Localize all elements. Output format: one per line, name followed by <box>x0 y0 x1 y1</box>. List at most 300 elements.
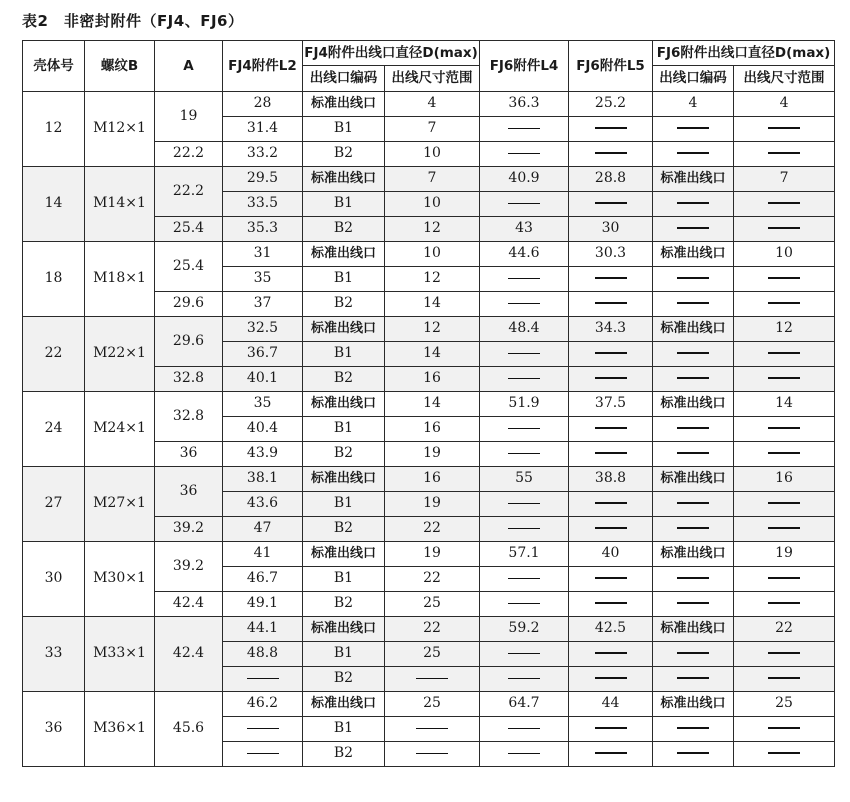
fj6-l5-cell <box>569 642 653 667</box>
fj4-l2-cell: 47 <box>223 517 303 542</box>
fj6-code-cell <box>653 667 734 692</box>
fj6-l5-cell: 30.3 <box>569 242 653 267</box>
fj6-l5-cell <box>569 292 653 317</box>
fj4-range-cell: 12 <box>385 317 480 342</box>
fj6-range-cell <box>734 492 835 517</box>
dash-mark <box>677 277 709 279</box>
fj4-l2-cell: 43.6 <box>223 492 303 517</box>
fj4-code-cell: B1 <box>303 117 385 142</box>
a-cell: 25.4 <box>155 217 223 242</box>
thread-cell: M27×1 <box>85 467 155 542</box>
header-a: A <box>155 41 223 92</box>
dash-mark <box>247 753 279 754</box>
fj6-l5-cell <box>569 492 653 517</box>
fj6-l5-cell: 40 <box>569 542 653 567</box>
dash-mark <box>595 752 627 754</box>
fj6-l5-cell: 37.5 <box>569 392 653 417</box>
fj4-range-cell: 16 <box>385 467 480 492</box>
fj4-l2-cell: 46.7 <box>223 567 303 592</box>
dash-mark <box>595 452 627 454</box>
a-cell: 36 <box>155 467 223 517</box>
dash-mark <box>508 278 540 279</box>
thread-cell: M33×1 <box>85 617 155 692</box>
fj6-range-cell <box>734 192 835 217</box>
fj6-code-cell <box>653 367 734 392</box>
table-row <box>23 617 835 642</box>
dash-mark <box>595 277 627 279</box>
a-cell: 32.8 <box>155 367 223 392</box>
fj6-l4-cell <box>480 367 569 392</box>
fj6-l4-cell <box>480 717 569 742</box>
shell-number-cell: 14 <box>23 167 85 242</box>
dash-mark <box>508 578 540 579</box>
dash-mark <box>768 527 800 529</box>
fj4-range-cell: 16 <box>385 367 480 392</box>
fj4-l2-cell: 31 <box>223 242 303 267</box>
fj4-code-cell: B1 <box>303 342 385 367</box>
dash-mark <box>768 377 800 379</box>
dash-mark <box>416 753 448 754</box>
thread-cell: M36×1 <box>85 692 155 767</box>
fj4-range-cell: 12 <box>385 267 480 292</box>
fj6-code-cell <box>653 492 734 517</box>
dash-mark <box>677 352 709 354</box>
fj6-code-cell <box>653 592 734 617</box>
dash-mark <box>595 377 627 379</box>
dash-mark <box>595 577 627 579</box>
fj6-range-cell <box>734 367 835 392</box>
fj6-range-cell: 19 <box>734 542 835 567</box>
header-fj6-range: 出线尺寸范围 <box>734 66 835 92</box>
fj4-l2-cell: 36.7 <box>223 342 303 367</box>
a-cell: 42.4 <box>155 592 223 617</box>
dash-mark <box>508 453 540 454</box>
dash-mark <box>595 527 627 529</box>
fj6-l4-cell <box>480 192 569 217</box>
header-fj6-l4: FJ6附件L4 <box>480 41 569 92</box>
fj4-range-cell: 4 <box>385 92 480 117</box>
shell-number-cell: 18 <box>23 242 85 317</box>
dash-mark <box>677 727 709 729</box>
fj6-l5-cell: 38.8 <box>569 467 653 492</box>
dash-mark <box>595 677 627 679</box>
fj4-l2-cell: 46.2 <box>223 692 303 717</box>
fj6-l5-cell <box>569 142 653 167</box>
fj4-range-cell: 22 <box>385 567 480 592</box>
dash-mark <box>595 202 627 204</box>
thread-cell: M12×1 <box>85 92 155 167</box>
a-cell: 22.2 <box>155 142 223 167</box>
dash-mark <box>595 427 627 429</box>
dash-mark <box>508 678 540 679</box>
fj6-l5-cell <box>569 517 653 542</box>
a-cell: 45.6 <box>155 692 223 767</box>
fj6-l4-cell <box>480 492 569 517</box>
fj4-range-cell: 10 <box>385 192 480 217</box>
dash-mark <box>595 602 627 604</box>
fj4-l2-cell: 31.4 <box>223 117 303 142</box>
table-title: 表2 非密封附件（FJ4、FJ6） <box>22 12 244 30</box>
fj4-l2-cell <box>223 667 303 692</box>
fj6-l5-cell <box>569 717 653 742</box>
fj6-code-cell <box>653 292 734 317</box>
fj6-range-cell: 22 <box>734 617 835 642</box>
dash-mark <box>595 302 627 304</box>
fj4-code-cell: B1 <box>303 492 385 517</box>
fj4-range-cell: 12 <box>385 217 480 242</box>
dash-mark <box>768 502 800 504</box>
fj4-code-cell: 标准出线口 <box>303 692 385 717</box>
fj6-l4-cell <box>480 142 569 167</box>
fj4-l2-cell <box>223 717 303 742</box>
dash-mark <box>508 753 540 754</box>
fj4-range-cell: 7 <box>385 167 480 192</box>
fj4-code-cell: 标准出线口 <box>303 617 385 642</box>
fj4-range-cell: 19 <box>385 542 480 567</box>
fj4-l2-cell: 35.3 <box>223 217 303 242</box>
fj4-l2-cell: 37 <box>223 292 303 317</box>
a-cell: 19 <box>155 92 223 142</box>
thread-cell: M14×1 <box>85 167 155 242</box>
fj4-code-cell: B1 <box>303 567 385 592</box>
table-body <box>23 92 835 767</box>
shell-number-cell: 12 <box>23 92 85 167</box>
fj6-l4-cell <box>480 117 569 142</box>
fj6-code-cell: 4 <box>653 92 734 117</box>
dash-mark <box>768 427 800 429</box>
fj6-code-cell: 标准出线口 <box>653 242 734 267</box>
dash-mark <box>677 127 709 129</box>
fj4-code-cell: B2 <box>303 592 385 617</box>
fj6-l4-cell: 59.2 <box>480 617 569 642</box>
dash-mark <box>768 652 800 654</box>
fj4-l2-cell: 41 <box>223 542 303 567</box>
dash-mark <box>677 377 709 379</box>
fj6-range-cell: 16 <box>734 467 835 492</box>
fj6-code-cell: 标准出线口 <box>653 167 734 192</box>
dash-mark <box>768 677 800 679</box>
fj6-l4-cell <box>480 567 569 592</box>
dash-mark <box>508 653 540 654</box>
fj4-code-cell: 标准出线口 <box>303 242 385 267</box>
fj4-l2-cell: 48.8 <box>223 642 303 667</box>
fj6-range-cell <box>734 117 835 142</box>
dash-mark <box>508 203 540 204</box>
fj6-l5-cell <box>569 442 653 467</box>
fj4-l2-cell: 35 <box>223 392 303 417</box>
fj6-l5-cell: 28.8 <box>569 167 653 192</box>
fj4-range-cell: 19 <box>385 442 480 467</box>
dash-mark <box>595 502 627 504</box>
fj4-range-cell: 10 <box>385 142 480 167</box>
fj4-code-cell: B2 <box>303 517 385 542</box>
fj6-l4-cell <box>480 667 569 692</box>
fj6-l5-cell <box>569 267 653 292</box>
dash-mark <box>768 302 800 304</box>
fj4-code-cell: B2 <box>303 442 385 467</box>
dash-mark <box>677 202 709 204</box>
fj6-code-cell: 标准出线口 <box>653 392 734 417</box>
shell-number-cell: 33 <box>23 617 85 692</box>
fj6-l5-cell <box>569 667 653 692</box>
header-fj6-l5: FJ6附件L5 <box>569 41 653 92</box>
dash-mark <box>508 428 540 429</box>
fj4-code-cell: B2 <box>303 217 385 242</box>
dash-mark <box>677 652 709 654</box>
dash-mark <box>595 152 627 154</box>
spec-table <box>22 40 835 767</box>
fj6-l5-cell: 42.5 <box>569 617 653 642</box>
table-row <box>23 542 835 567</box>
dash-mark <box>677 502 709 504</box>
dash-mark <box>247 678 279 679</box>
fj6-l4-cell <box>480 417 569 442</box>
dash-mark <box>677 752 709 754</box>
fj4-code-cell: B2 <box>303 667 385 692</box>
fj4-l2-cell: 29.5 <box>223 167 303 192</box>
dash-mark <box>768 752 800 754</box>
dash-mark <box>768 202 800 204</box>
fj4-code-cell: B1 <box>303 267 385 292</box>
fj6-range-cell: 25 <box>734 692 835 717</box>
fj6-l4-cell <box>480 342 569 367</box>
shell-number-cell: 30 <box>23 542 85 617</box>
table-row <box>23 167 835 192</box>
fj6-range-cell: 7 <box>734 167 835 192</box>
a-cell: 29.6 <box>155 317 223 367</box>
fj6-l5-cell: 30 <box>569 217 653 242</box>
fj6-l4-cell: 44.6 <box>480 242 569 267</box>
dash-mark <box>595 352 627 354</box>
fj4-code-cell: B1 <box>303 717 385 742</box>
dash-mark <box>677 152 709 154</box>
dash-mark <box>768 152 800 154</box>
fj6-l4-cell: 51.9 <box>480 392 569 417</box>
fj4-range-cell: 22 <box>385 617 480 642</box>
thread-cell: M22×1 <box>85 317 155 392</box>
fj6-code-cell <box>653 417 734 442</box>
a-cell: 39.2 <box>155 542 223 592</box>
dash-mark <box>768 352 800 354</box>
fj6-l5-cell: 34.3 <box>569 317 653 342</box>
a-cell: 32.8 <box>155 392 223 442</box>
fj6-l5-cell <box>569 742 653 767</box>
fj6-code-cell: 标准出线口 <box>653 692 734 717</box>
fj6-l4-cell: 43 <box>480 217 569 242</box>
fj6-range-cell <box>734 667 835 692</box>
fj6-range-cell: 4 <box>734 92 835 117</box>
a-cell: 29.6 <box>155 292 223 317</box>
thread-cell: M30×1 <box>85 542 155 617</box>
header-fj4-l2: FJ4附件L2 <box>223 41 303 92</box>
header-shell: 壳体号 <box>23 41 85 92</box>
dash-mark <box>677 527 709 529</box>
fj6-range-cell <box>734 442 835 467</box>
fj6-code-cell <box>653 567 734 592</box>
header-thread: 螺纹B <box>85 41 155 92</box>
fj6-l5-cell <box>569 417 653 442</box>
fj4-range-cell: 22 <box>385 517 480 542</box>
shell-number-cell: 24 <box>23 392 85 467</box>
fj4-code-cell: B2 <box>303 742 385 767</box>
fj4-range-cell <box>385 742 480 767</box>
dash-mark <box>677 452 709 454</box>
fj4-code-cell: B2 <box>303 142 385 167</box>
fj4-range-cell: 19 <box>385 492 480 517</box>
fj6-code-cell <box>653 717 734 742</box>
fj4-code-cell: B1 <box>303 417 385 442</box>
dash-mark <box>768 127 800 129</box>
fj6-l4-cell <box>480 642 569 667</box>
fj4-range-cell: 25 <box>385 592 480 617</box>
fj6-l5-cell <box>569 567 653 592</box>
dash-mark <box>416 728 448 729</box>
fj6-code-cell <box>653 142 734 167</box>
a-cell: 42.4 <box>155 617 223 692</box>
dash-mark <box>508 528 540 529</box>
fj6-l4-cell: 57.1 <box>480 542 569 567</box>
fj6-range-cell <box>734 567 835 592</box>
fj6-l4-cell: 36.3 <box>480 92 569 117</box>
fj4-range-cell: 14 <box>385 392 480 417</box>
fj6-l4-cell <box>480 267 569 292</box>
dash-mark <box>508 353 540 354</box>
a-cell: 36 <box>155 442 223 467</box>
fj4-l2-cell: 43.9 <box>223 442 303 467</box>
shell-number-cell: 27 <box>23 467 85 542</box>
fj6-range-cell <box>734 592 835 617</box>
shell-number-cell: 36 <box>23 692 85 767</box>
table-row <box>23 467 835 492</box>
fj6-range-cell: 10 <box>734 242 835 267</box>
fj6-code-cell: 标准出线口 <box>653 542 734 567</box>
shell-number-cell: 22 <box>23 317 85 392</box>
fj6-code-cell <box>653 342 734 367</box>
dash-mark <box>595 127 627 129</box>
fj6-l4-cell <box>480 292 569 317</box>
fj6-l5-cell <box>569 342 653 367</box>
dash-mark <box>247 728 279 729</box>
fj4-code-cell: 标准出线口 <box>303 92 385 117</box>
dash-mark <box>768 602 800 604</box>
fj6-range-cell <box>734 642 835 667</box>
fj6-l4-cell: 48.4 <box>480 317 569 342</box>
fj4-code-cell: B1 <box>303 192 385 217</box>
thread-cell: M24×1 <box>85 392 155 467</box>
fj6-range-cell <box>734 217 835 242</box>
fj4-l2-cell: 44.1 <box>223 617 303 642</box>
fj6-l5-cell: 25.2 <box>569 92 653 117</box>
fj6-range-cell <box>734 267 835 292</box>
fj6-l4-cell <box>480 442 569 467</box>
fj4-range-cell: 7 <box>385 117 480 142</box>
dash-mark <box>768 452 800 454</box>
fj4-code-cell: 标准出线口 <box>303 542 385 567</box>
fj6-code-cell <box>653 642 734 667</box>
dash-mark <box>508 128 540 129</box>
dash-mark <box>677 227 709 229</box>
header-fj6-diameter: FJ6附件出线口直径D(max) <box>653 41 835 66</box>
fj4-code-cell: 标准出线口 <box>303 167 385 192</box>
dash-mark <box>677 602 709 604</box>
fj4-l2-cell: 33.2 <box>223 142 303 167</box>
fj4-range-cell <box>385 667 480 692</box>
fj6-code-cell: 标准出线口 <box>653 617 734 642</box>
fj6-code-cell <box>653 192 734 217</box>
header-fj4-diameter: FJ4附件出线口直径D(max) <box>303 41 480 66</box>
fj4-range-cell: 14 <box>385 292 480 317</box>
fj6-range-cell <box>734 742 835 767</box>
fj6-l5-cell <box>569 592 653 617</box>
fj4-code-cell: B2 <box>303 367 385 392</box>
table-row <box>23 242 835 267</box>
fj6-code-cell: 标准出线口 <box>653 467 734 492</box>
dash-mark <box>595 727 627 729</box>
dash-mark <box>677 427 709 429</box>
dash-mark <box>508 303 540 304</box>
fj6-range-cell <box>734 717 835 742</box>
a-cell: 25.4 <box>155 242 223 292</box>
dash-mark <box>677 302 709 304</box>
fj4-code-cell: 标准出线口 <box>303 317 385 342</box>
fj6-l4-cell: 64.7 <box>480 692 569 717</box>
fj6-code-cell <box>653 117 734 142</box>
fj6-l5-cell <box>569 117 653 142</box>
fj4-code-cell: B2 <box>303 292 385 317</box>
fj4-range-cell: 10 <box>385 242 480 267</box>
fj6-l5-cell <box>569 192 653 217</box>
dash-mark <box>508 603 540 604</box>
fj6-code-cell <box>653 517 734 542</box>
fj6-code-cell <box>653 267 734 292</box>
fj4-range-cell: 25 <box>385 642 480 667</box>
fj6-l4-cell <box>480 517 569 542</box>
table-row <box>23 692 835 717</box>
fj4-l2-cell: 32.5 <box>223 317 303 342</box>
dash-mark <box>595 652 627 654</box>
fj4-range-cell: 14 <box>385 342 480 367</box>
dash-mark <box>416 678 448 679</box>
fj6-l5-cell <box>569 367 653 392</box>
fj6-range-cell <box>734 342 835 367</box>
dash-mark <box>508 153 540 154</box>
table-row <box>23 317 835 342</box>
fj4-l2-cell: 38.1 <box>223 467 303 492</box>
fj6-l4-cell <box>480 592 569 617</box>
dash-mark <box>508 728 540 729</box>
dash-mark <box>768 277 800 279</box>
fj6-range-cell: 14 <box>734 392 835 417</box>
dash-mark <box>677 577 709 579</box>
dash-mark <box>768 577 800 579</box>
header-fj6-code: 出线口编码 <box>653 66 734 92</box>
fj4-range-cell: 25 <box>385 692 480 717</box>
fj6-l5-cell: 44 <box>569 692 653 717</box>
fj4-code-cell: 标准出线口 <box>303 467 385 492</box>
fj6-l4-cell: 40.9 <box>480 167 569 192</box>
header-fj4-code: 出线口编码 <box>303 66 385 92</box>
fj6-l4-cell <box>480 742 569 767</box>
fj4-l2-cell: 33.5 <box>223 192 303 217</box>
dash-mark <box>677 677 709 679</box>
fj4-code-cell: 标准出线口 <box>303 392 385 417</box>
a-cell: 22.2 <box>155 167 223 217</box>
header-fj4-range: 出线尺寸范围 <box>385 66 480 92</box>
fj6-range-cell: 12 <box>734 317 835 342</box>
fj4-l2-cell: 40.4 <box>223 417 303 442</box>
fj4-range-cell: 16 <box>385 417 480 442</box>
fj6-code-cell <box>653 742 734 767</box>
